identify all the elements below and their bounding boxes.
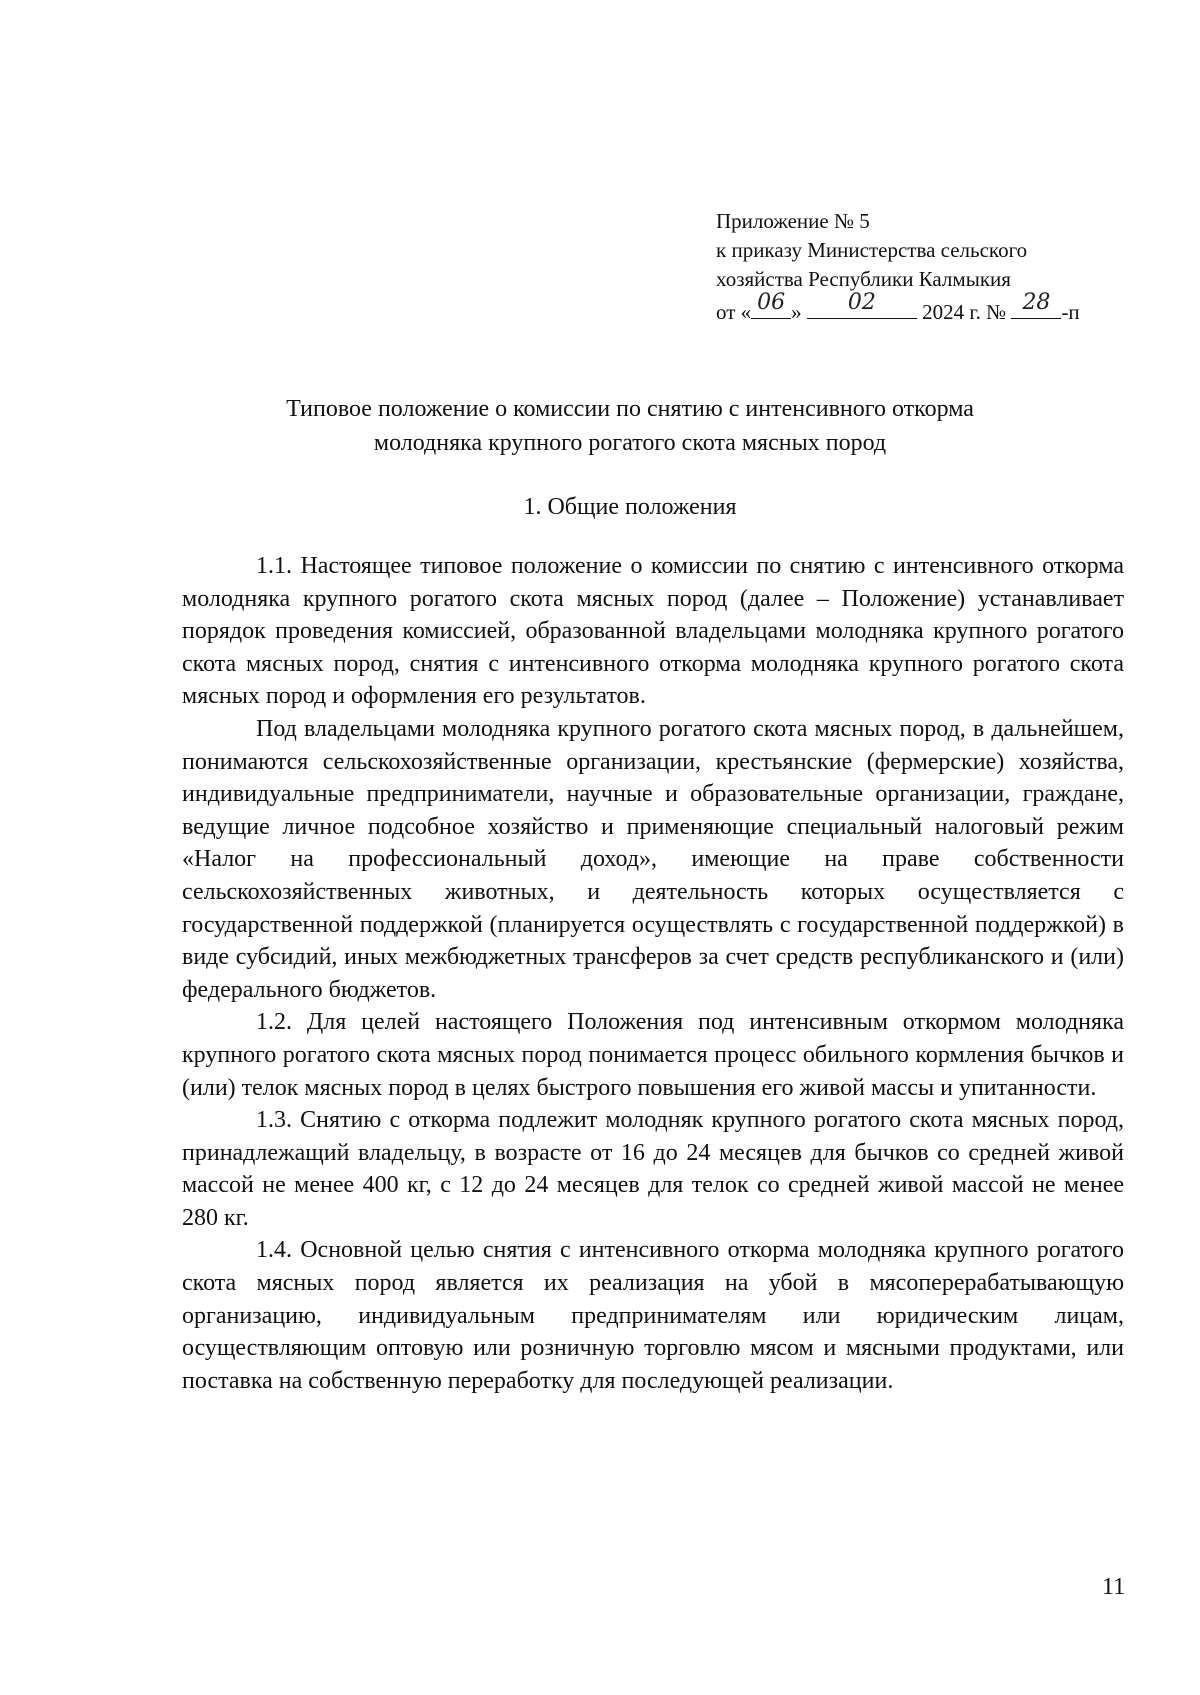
document-title (180, 392, 1080, 460)
date-day-handwritten: 06 (757, 290, 786, 315)
paragraph-owners: Под владельцами молодняка крупного рогатого скота мясных пород, в дальнейшем, понимаются сельскохозяйственные организации, крестьянские (фермерские) хозяйства, индивидуальные предприниматели, научные и образовательные организации, граждане, ведущие личное подсобное хозяйство и применяющие специальный налоговый режим «Налог на профессиональный доход», имеющие на праве собственности сельскохозяйственных животных, и деятельность которых осуществляется с государственной поддержкой (планируется осуществлять с государственной поддержкой) в виде субсидий, иных межбюджетных трансферов за счет средств республиканского и (или) федерального бюджетов. (182, 715, 1124, 1003)
section-heading: 1. Общие положения (523, 494, 737, 520)
title-line-2: молодняка крупного рогатого скота мясных пород (373, 430, 887, 456)
paragraph-1-1: 1.1. Настоящее типовое положение о комиссии по снятию с интенсивного откорма молодняка крупного рогатого скота мясных пород (далее – Положение) устанавливает порядок проведения комиссией, образованной владельцами молодняка крупного рогатого скота мясных пород, снятия с интенсивного откорма молодняка крупного рогатого скота мясных пород и оформления его результатов. (182, 553, 1124, 710)
date-day-field (751, 290, 791, 319)
paragraph-1-4: 1.4. Основной целью снятия с интенсивного откорма молодняка крупного рогатого скота мясных пород является их реализация на убой в мясоперерабатывающую организацию, индивидуальным предпринимателям или юридическим лицам, осуществляющим оптовую или розничную торговлю мясом и мясными продуктами, или поставка на собственную переработку для последующей реализации. (182, 1237, 1124, 1394)
appendix-date-line (716, 290, 1116, 327)
paragraph-1-2: 1.2. Для целей настоящего Положения под интенсивным откормом молодняка крупного рогатого скота мясных пород понимается процесс обильного кормления бычков и (или) телок мясных пород в целях быстрого повышения его живой массы и упитанности. (182, 1009, 1124, 1101)
appendix-block (716, 207, 1116, 327)
page-number: 11 (1102, 1574, 1126, 1600)
appendix-line-1: Приложение № 5 (716, 209, 870, 233)
paragraph-1-3: 1.3. Снятию с откорма подлежит молодняк крупного рогатого скота мясных пород, принадлежащий владельцу, в возрасте от 16 до 24 месяцев для бычков со средней живой массой не менее 400 кг, с 12 до 24 месяцев для телок со средней живой массой не менее 280 кг. (182, 1107, 1124, 1231)
order-suffix: -п (1061, 300, 1080, 324)
order-number-handwritten: 28 (1022, 290, 1051, 315)
appendix-line-2: к приказу Министерства сельского (716, 238, 1028, 262)
order-number-field (1011, 290, 1061, 319)
date-quote-close: » (791, 300, 802, 324)
date-month-field (807, 290, 917, 319)
date-year: 2024 г. № (922, 300, 1007, 324)
appendix-line-3: хозяйства Республики Калмыкия (716, 267, 1011, 291)
date-month-handwritten: 02 (847, 290, 876, 315)
document-body (182, 550, 1124, 1397)
date-prefix: от « (716, 300, 752, 324)
title-line-1: Типовое положение о комиссии по снятию с интенсивного откорма (286, 396, 974, 422)
